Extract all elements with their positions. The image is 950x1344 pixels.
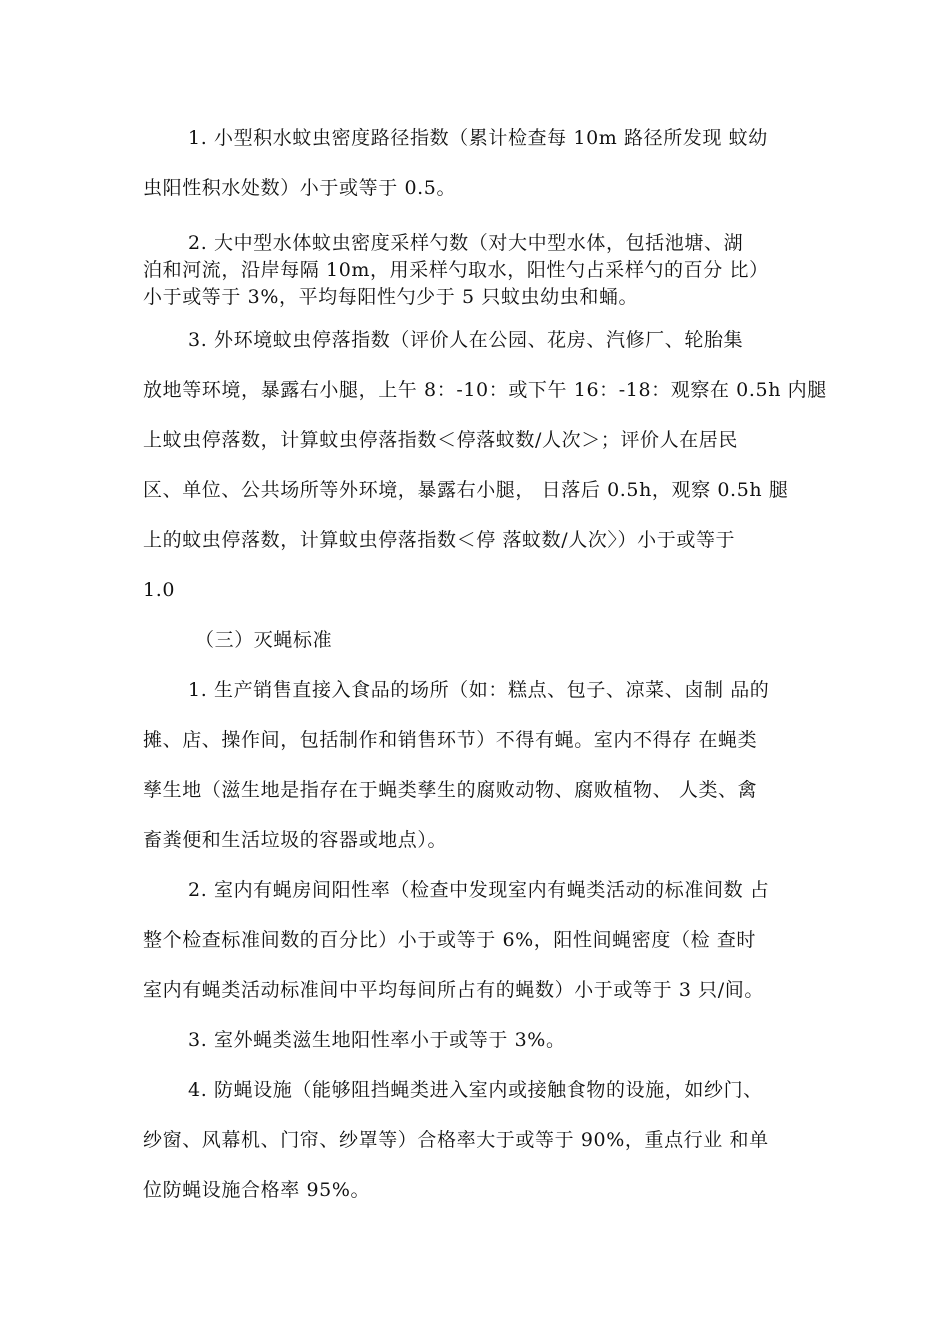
text-line: 整个检查标准间数的百分比）小于或等于 6%，阳性间蝇密度（检 查时 bbox=[143, 929, 757, 951]
text-line: 孳生地（滋生地是指存在于蝇类孳生的腐败动物、腐败植物、 人类、禽 bbox=[143, 779, 758, 801]
text-line: 位防蝇设施合格率 95%。 bbox=[143, 1179, 371, 1201]
text-line: 泊和河流，沿岸每隔 10m，用采样勺取水，阳性勺占采样勺的百分 比） bbox=[143, 259, 769, 281]
text-line: 3. 外环境蚊虫停落指数（评价人在公园、花房、汽修厂、轮胎集 bbox=[188, 329, 744, 351]
text-line: 4. 防蝇设施（能够阻挡蝇类进入室内或接触食物的设施，如纱门、 bbox=[188, 1079, 763, 1101]
text-line: 纱窗、风幕机、门帘、纱罩等）合格率大于或等于 90%，重点行业 和单 bbox=[143, 1129, 769, 1151]
text-line: 放地等环境，暴露右小腿，上午 8：-10：或下午 16：-18：观察在 0.5h 内腿 bbox=[143, 379, 827, 401]
text-line: 上的蚊虫停落数，计算蚊虫停落指数＜停 落蚊数/人次〉）小于或等于 bbox=[143, 529, 736, 551]
text-line: 2. 大中型水体蚊虫密度采样勺数（对大中型水体，包括池塘、湖 bbox=[188, 232, 744, 254]
text-line: 摊、店、操作间，包括制作和销售环节）不得有蝇。室内不得存 在蝇类 bbox=[143, 729, 758, 751]
section-heading: （三）灭蝇标准 bbox=[195, 629, 333, 651]
text-line: 上蚊虫停落数，计算蚊虫停落指数＜停落蚊数/人次＞；评价人在居民 bbox=[143, 429, 739, 451]
text-line: 1. 小型积水蚊虫密度路径指数（累计检查每 10m 路径所发现 蚊幼 bbox=[188, 127, 768, 149]
text-line: 1. 生产销售直接入食品的场所（如：糕点、包子、凉菜、卤制 品的 bbox=[188, 679, 770, 701]
text-line: 3. 室外蝇类滋生地阳性率小于或等于 3%。 bbox=[188, 1029, 566, 1051]
text-line: 区、单位、公共场所等外环境，暴露右小腿， 日落后 0.5h，观察 0.5h 腿 bbox=[143, 479, 789, 501]
text-line: 小于或等于 3%，平均每阳性勺少于 5 只蚊虫幼虫和蛹。 bbox=[143, 286, 639, 308]
text-line: 畜粪便和生活垃圾的容器或地点）。 bbox=[143, 829, 448, 851]
text-line: 室内有蝇类活动标准间中平均每间所占有的蝇数）小于或等于 3 只/间。 bbox=[143, 979, 764, 1001]
text-line: 2. 室内有蝇房间阳性率（检查中发现室内有蝇类活动的标准间数 占 bbox=[188, 879, 770, 901]
text-line: 1.0 bbox=[143, 579, 176, 601]
text-line: 虫阳性积水处数）小于或等于 0.5。 bbox=[143, 177, 457, 199]
